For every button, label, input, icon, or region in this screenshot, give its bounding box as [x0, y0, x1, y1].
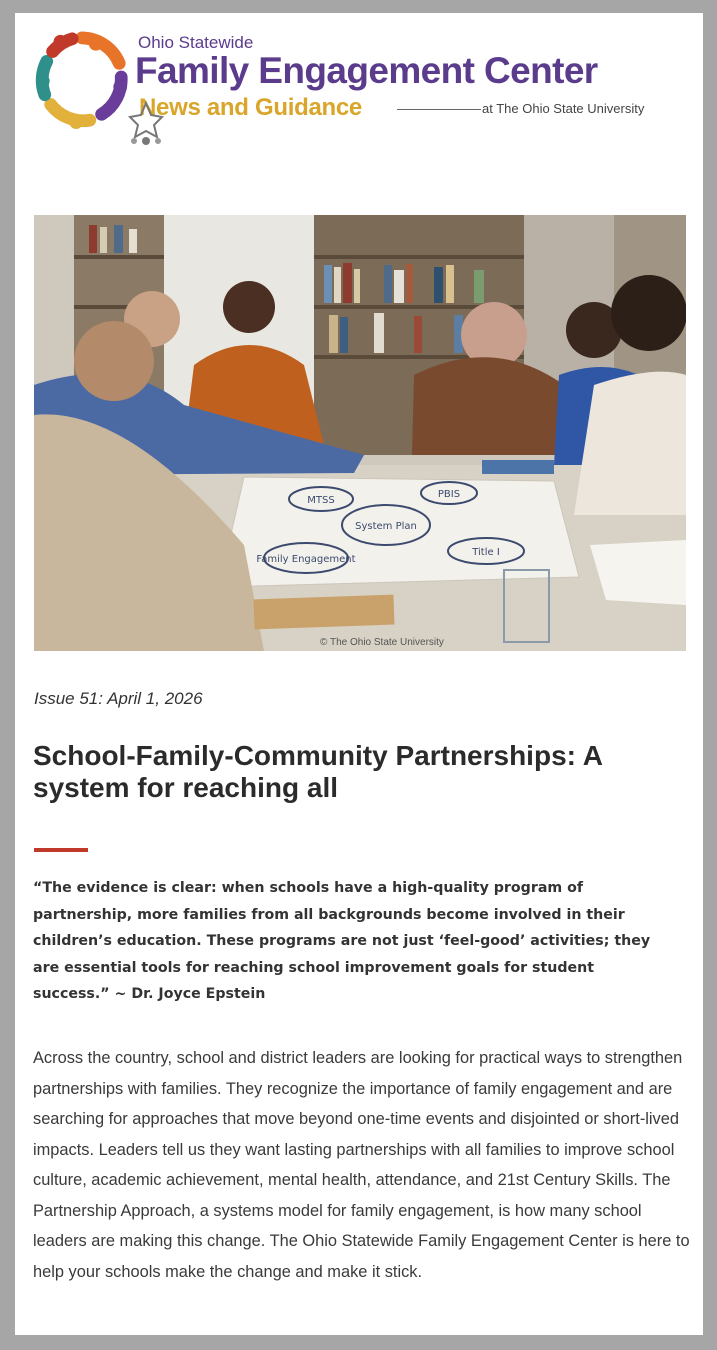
- classroom-photo-illustration: [34, 215, 686, 651]
- epstein-quote: “The evidence is clear: when schools have a high-quality program of partnership, more families from all backgrounds become involved in their children’s education. These programs are not just ‘feel-good’ activities; they are essential tools for reaching school improvement goals for student success.” ~ Dr. Joyce Epstein: [33, 880, 651, 1002]
- poster-label-system-plan: System Plan: [355, 521, 417, 532]
- logo-subtitle: News and Guidance: [139, 94, 362, 121]
- logo-org-line: Ohio Statewide: [138, 33, 254, 52]
- newsletter-card: [15, 13, 703, 1335]
- accent-divider: [34, 848, 88, 852]
- logo-title: Family Engagement Center: [135, 50, 598, 91]
- poster-label-title-one: Title I: [472, 547, 500, 558]
- logo-divider: [397, 109, 481, 110]
- article-body: Across the country, school and district leaders are looking for practical ways to strengthen partnerships with families. They recognize the importance of family engagement and are searching for approaches that move beyond one-time events and disjointed or short-lived impacts. Leaders tell us they want lasting partnerships with all families to improve school culture, academic achievement, mental health, attendance, and 21st Century Skills. The Partnership Approach, a systems model for family engagement, is how many school leaders are making this change. The Ohio Statewide Family Engagement Center is here to help your schools make the change and make it stick.: [33, 1049, 690, 1281]
- tractor-icon: [124, 101, 168, 147]
- issue-date: Issue 51: April 1, 2026: [34, 689, 203, 708]
- photo-credit: © The Ohio State University: [320, 637, 444, 648]
- hero-photo: [34, 215, 686, 651]
- poster-label-family-engagement: Family Engagement: [256, 554, 356, 565]
- poster-label-pbis: PBIS: [437, 489, 461, 500]
- family-circle-logo-icon: [33, 29, 131, 129]
- logo-university: at The Ohio State University: [482, 101, 645, 116]
- article-headline: School-Family-Community Partnerships: A system for reaching all: [33, 740, 602, 803]
- poster-label-mtss: MTSS: [307, 495, 335, 506]
